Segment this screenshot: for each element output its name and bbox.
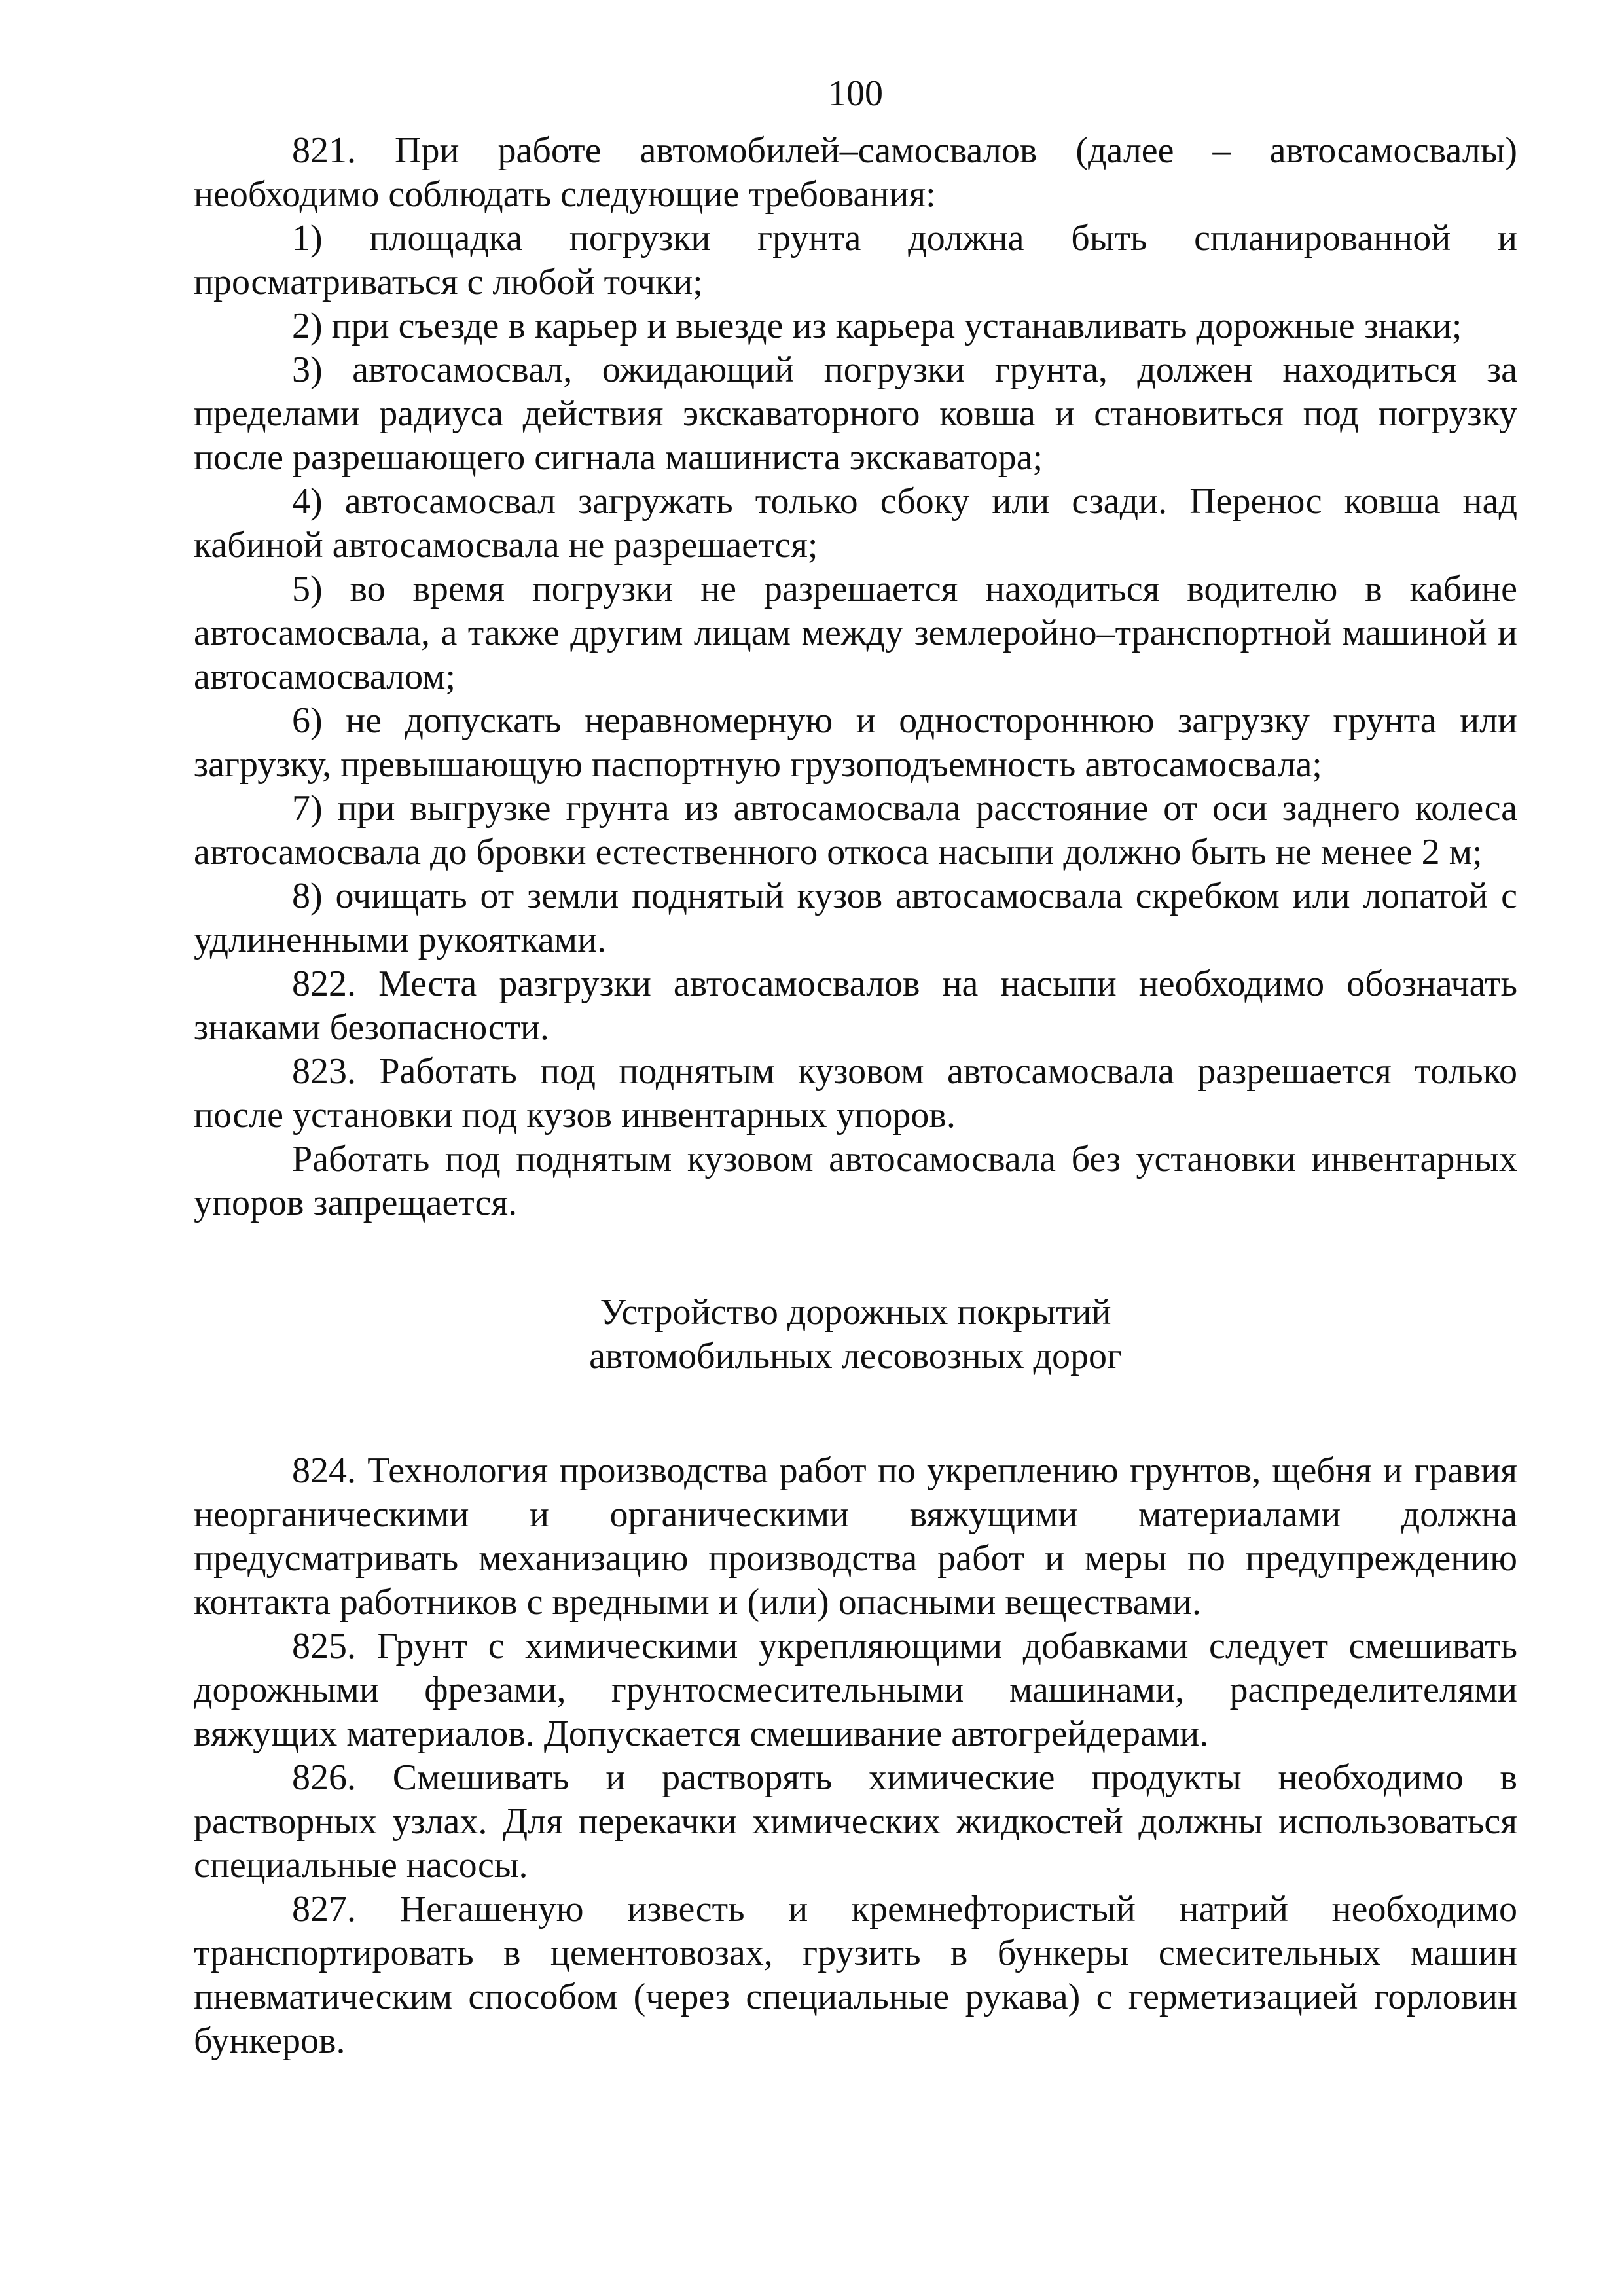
paragraph-823-continued: Работать под поднятым кузовом автосамосвала без установки инвентарных упоров запрещается. bbox=[194, 1139, 1517, 1223]
paragraph-826: 826. Смешивать и растворять химические продукты необходимо в растворных узлах. Для перекачки химических жидкостей должны использоваться специальные насосы. bbox=[194, 1757, 1517, 1886]
list-item-7: 7) при выгрузке грунта из автосамосвала расстояние от оси заднего колеса автосамосвала до бровки естественного откоса насыпи должно быть не менее 2 м; bbox=[194, 788, 1517, 872]
document-page bbox=[194, 72, 1517, 2063]
paragraph-821: 821. При работе автомобилей–самосвалов (далее – автосамосвалы) необходимо соблюдать следующие требования: bbox=[194, 130, 1517, 215]
section-heading bbox=[194, 1291, 1517, 1378]
paragraph-827: 827. Негашеную известь и кремнефтористый натрий необходимо транспортировать в цементовозах, грузить в бункеры смесительных машин пневматическим способом (через специальные рукава) с герметизацией горловин бункеров. bbox=[194, 1889, 1517, 2061]
list-item-8: 8) очищать от земли поднятый кузов автосамосвала скребком или лопатой с удлиненными рукоятками. bbox=[194, 876, 1517, 960]
list-item-1: 1) площадка погрузки грунта должна быть спланированной и просматриваться с любой точки; bbox=[194, 218, 1517, 302]
list-item-4: 4) автосамосвал загружать только сбоку или сзади. Перенос ковша над кабиной автосамосвала не разрешается; bbox=[194, 481, 1517, 565]
list-item-2: 2) при съезде в карьер и выезде из карьера устанавливать дорожные знаки; bbox=[292, 306, 1462, 346]
list-item-6: 6) не допускать неравномерную и одностороннюю загрузку грунта или загрузку, превышающую паспортную грузоподъемность автосамосвала; bbox=[194, 700, 1517, 785]
list-item-5: 5) во время погрузки не разрешается находиться водителю в кабине автосамосвала, а также другим лицам между землеройно–транспортной машиной и автосамосвалом; bbox=[194, 569, 1517, 697]
paragraph-825: 825. Грунт с химическими укрепляющими добавками следует смешивать дорожными фрезами, грунтосмесительными машинами, распределителями вяжущих материалов. Допускается смешивание автогрейдерами. bbox=[194, 1626, 1517, 1754]
section-heading-line-1: Устройство дорожных покрытий bbox=[600, 1292, 1111, 1333]
paragraph-824: 824. Технология производства работ по укреплению грунтов, щебня и гравия неорганическими и органическими вяжущими материалами должна предусматривать механизацию производства работ и меры по предупреждению контакта работников с вредными и (или) опасными веществами. bbox=[194, 1450, 1517, 1623]
list-item-3: 3) автосамосвал, ожидающий погрузки грунта, должен находиться за пределами радиуса действия экскаваторного ковша и становиться под погрузку после разрешающего сигнала машиниста экскаватора; bbox=[194, 350, 1517, 478]
paragraph-823: 823. Работать под поднятым кузовом автосамосвала разрешается только после установки под кузов инвентарных упоров. bbox=[194, 1051, 1517, 1136]
page-number: 100 bbox=[828, 73, 883, 114]
paragraph-822: 822. Места разгрузки автосамосвалов на насыпи необходимо обозначать знаками безопасности. bbox=[194, 963, 1517, 1048]
section-heading-line-2: автомобильных лесовозных дорог bbox=[589, 1336, 1122, 1376]
